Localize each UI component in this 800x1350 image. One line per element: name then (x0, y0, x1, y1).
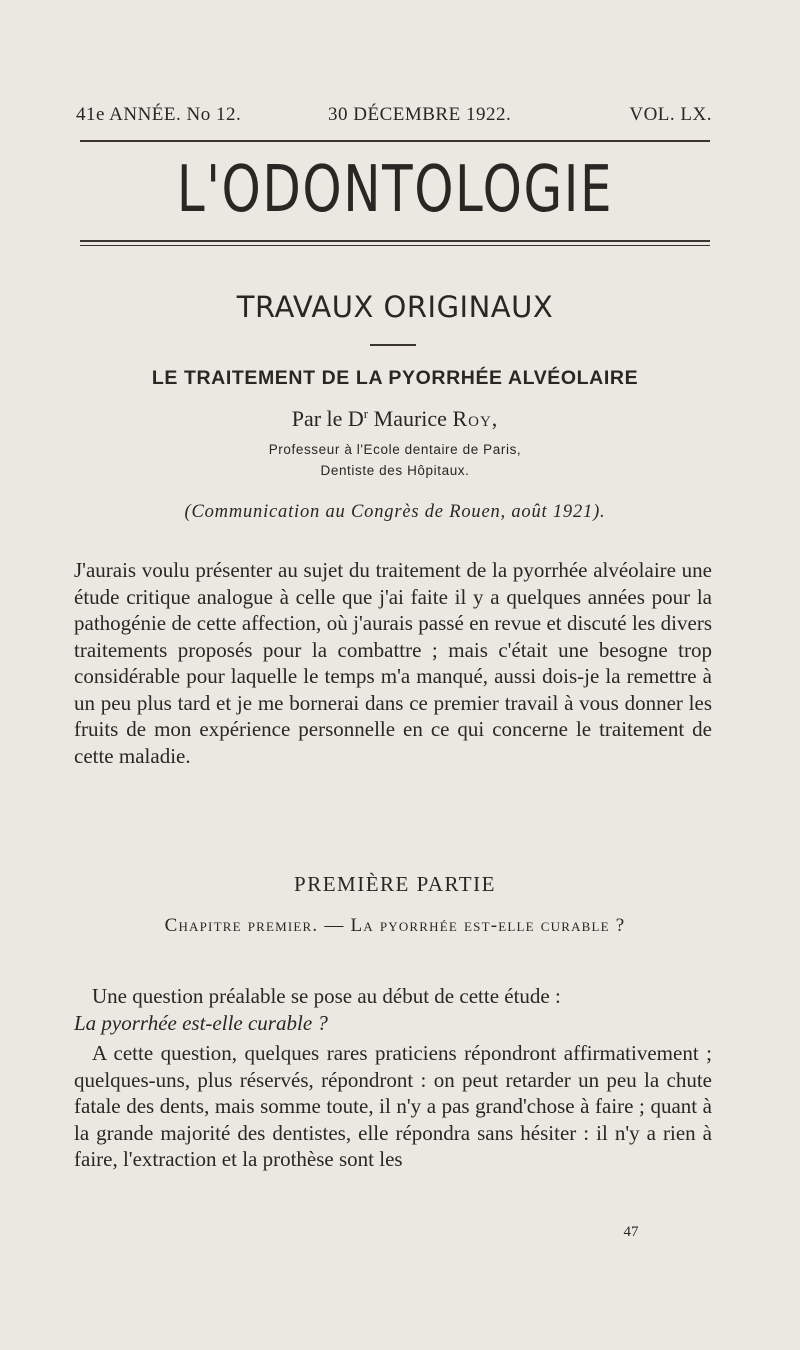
article-title: LE TRAITEMENT DE LA PYORRHÉE ALVÉOLAIRE (151, 367, 639, 389)
title-rule-thick (80, 240, 710, 242)
volume-number: VOL. LX. (629, 104, 712, 125)
question-text: Une question préalable se pose au début de cette étude : (92, 984, 561, 1008)
article-author (80, 406, 710, 432)
journal-title: L'ODONTOLOGIE (176, 153, 614, 227)
author-last-name: Roy, (452, 406, 499, 431)
paragraph-answer: A cette question, quelques rares praticiens répondront affirmativement ; quelques-uns, plus réservés, répondront : on peut retarder un peu la chute fatale des dents, mais somme toute, il n'y a pas grand'chose à faire ; quant à la grande majorité des dentistes, elle répondra sans hésiter : il n'y a rien à faire, l'extraction et la prothèse sont les (74, 1041, 712, 1171)
author-affiliation-1: Professeur à l'Ecole dentaire de Paris, (268, 442, 522, 457)
paragraph-intro: J'aurais voulu présenter au sujet du traitement de la pyorrhée alvéolaire une étude critique analogue à celle que j'ai faite il y a quelques années pour la pathogénie de cette affection, où j'aurais passé en revue et discuté les divers traitements proposés pour la combattre ; mais c'était une besogne trop considérable pour laquelle le temps m'a manqué, aussi dois-je la remettre à un peu plus tard et je me bornerai dans ce premier travail à vous donner les fruits de mon expérience personnelle en ce qui concerne le traitement de cette maladie. (74, 558, 712, 768)
section-divider (370, 344, 416, 346)
part-title: PREMIÈRE PARTIE (294, 872, 496, 896)
title-rule-thin (80, 245, 710, 246)
communication-note: (Communication au Congrès de Rouen, août 1921). (184, 502, 606, 522)
issue-date: 30 DÉCEMBRE 1922. (328, 104, 512, 125)
running-header (76, 104, 712, 130)
question-italic: La pyorrhée est-elle curable ? (74, 1010, 328, 1035)
paragraph-question (74, 983, 712, 1036)
section-title: TRAVAUX ORIGINAUX (236, 290, 554, 324)
page-number: 47 (623, 1224, 639, 1240)
author-prefix: Par le D (291, 406, 364, 431)
author-first-name: Maurice (373, 406, 447, 431)
issue-number: 41e ANNÉE. No 12. (76, 104, 242, 125)
author-affiliation-2: Dentiste des Hôpitaux. (320, 463, 470, 478)
author-title-sup: r (363, 406, 369, 421)
chapter-title: Chapitre premier. — La pyorrhée est-elle curable ? (164, 915, 626, 936)
